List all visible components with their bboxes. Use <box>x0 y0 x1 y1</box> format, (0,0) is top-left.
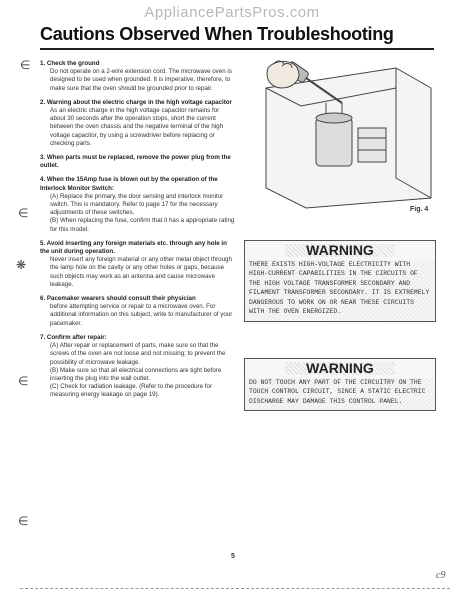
caution-text: before attempting service or repair to a microwave oven. For additional information on this subject, write to manufacturer of your pacemaker. <box>50 303 233 327</box>
caution-subitem: (A) Replace the primary, the door sensing and interlock monitor switch. This is mandatory. Refer to page 17 for the necessary adjustments of these switches. <box>50 192 224 217</box>
warning-title: WARNING <box>285 244 395 257</box>
warning-text: DO NOT TOUCH ANY PART OF THE CIRCUITRY ON THE TOUCH CONTROL CIRCUIT, SINCE A STATIC ELECTRIC DISCHARGE MAY DAMAGE THIS CONTROL PANEL. <box>245 378 435 411</box>
figure-label: Fig. 4 <box>410 206 429 213</box>
caution-text: Never insert any foreign material or any other metal object through the lamp hole on the cavity or any other holes or gaps, because such objects may work as an antenna and cause microwave leakage. <box>50 256 232 288</box>
warning-box-high-voltage <box>244 240 436 322</box>
caution-text: Do not operate on a 2-wire extension cord. The microwave oven is designed to be used when grounded. It is imperative, therefore, to make sure that the oven should be grounded prior to repair. <box>50 68 232 92</box>
caution-heading: 4. When the 15Amp fuse is blown out by the operation of the Interlock Monitor Switch: <box>40 176 218 192</box>
caution-heading: 1. Check the ground <box>40 60 100 67</box>
caution-item <box>40 176 236 233</box>
bottom-rule <box>20 588 450 590</box>
caution-heading: 5. Avoid inserting any foreign materials etc. through any hole in the unit during operation. <box>40 239 227 256</box>
caution-heading: 3. When parts must be replaced, remove the power plug from the outlet. <box>40 154 231 170</box>
cautions-list <box>40 60 236 406</box>
figure-capacitor-discharge <box>246 58 436 210</box>
caution-item <box>40 154 236 170</box>
caution-subitem: (B) Make sure so that all electrical connections are tight before inserting the plug into the wall outlet. <box>50 366 222 382</box>
corner-mark: c9 <box>436 570 446 581</box>
caution-subitem: (C) Check for radiation leakage. (Refer to the procedure for measuring energy leakage on page 19). <box>50 383 212 399</box>
caution-heading: 2. Warning about the electric charge in the high voltage capacitor <box>40 98 232 106</box>
capacitor-discharge-illustration <box>246 58 436 210</box>
caution-subitem: (B) When replacing the fuse, confirm that it has a appropriate rating for this model. <box>50 217 235 233</box>
title-underline <box>40 48 434 50</box>
warning-text: THERE EXISTS HIGH-VOLTAGE ELECTRICITY WITH HIGH-CURRENT CAPABILITIES IN THE CIRCUITS OF THE HIGH VOLTAGE TRANSFORMER SECONDARY AND FILAMENT TRANSFORMER SECONDARY. IT IS EXTREMELY DANGEROUS TO WORK ON OR NEAR THESE CIRCUITS WITH THE OVEN ENERGIZED. <box>245 260 435 321</box>
binder-hole-mark: ∈ <box>18 206 29 220</box>
binder-hole-mark: ❋ <box>16 258 27 272</box>
caution-item <box>40 99 236 148</box>
binder-hole-mark: ∈ <box>18 374 29 388</box>
binder-hole-mark: ∈ <box>20 58 31 72</box>
warning-title: WARNING <box>285 362 395 375</box>
caution-heading: 6. Pacemaker wearers should consult their physician <box>40 295 196 303</box>
caution-item <box>40 240 236 289</box>
caution-item <box>40 334 236 400</box>
watermark: AppliancePartsPros.com <box>144 4 320 21</box>
binder-hole-mark: ∈ <box>18 514 29 528</box>
page-title: Cautions Observed When Troubleshooting <box>40 24 394 44</box>
caution-item <box>40 295 236 328</box>
caution-item <box>40 60 236 93</box>
caution-subitem: (A) After repair or replacement of parts, make sure so that the screws of the oven are not loose and not missing; to prevent the possibility of microwave leakage. <box>50 342 226 366</box>
caution-heading: 7. Confirm after repair: <box>40 333 107 341</box>
caution-text: As an electric charge in the high voltage capacitor remains for about 30 seconds after the operation stops, short the current between the oven chassis and the negative terminal of the high voltage capacitor, by using a screwdriver before replacing or checking parts. <box>50 107 224 147</box>
page-number: 5 <box>231 553 235 560</box>
warning-box-static <box>244 358 436 411</box>
